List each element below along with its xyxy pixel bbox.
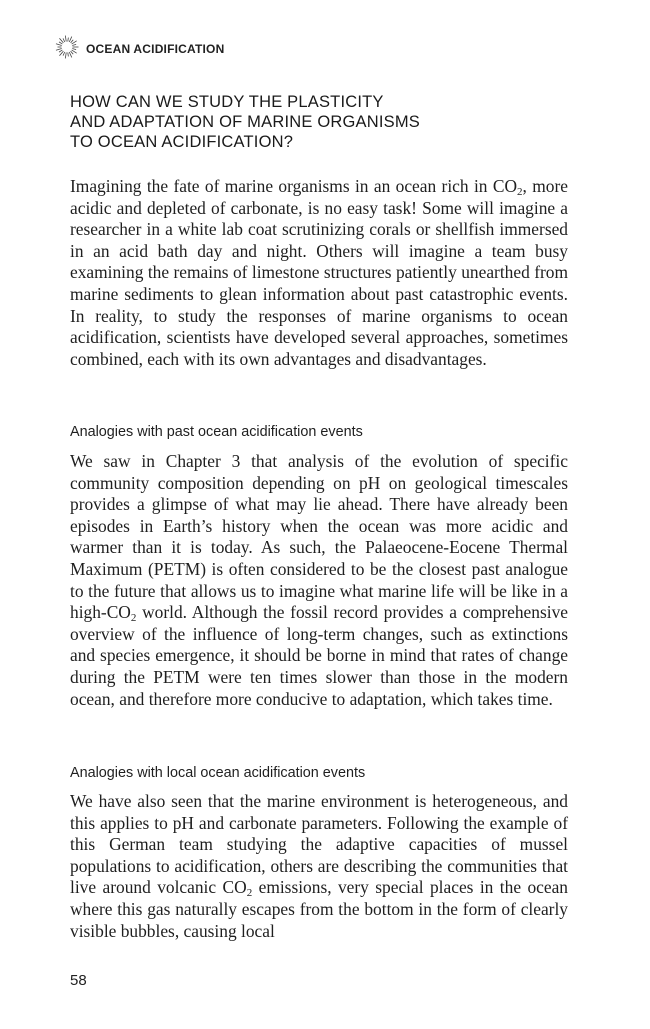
page-number: 58 bbox=[70, 972, 87, 989]
title-line-1: HOW CAN WE STUDY THE PLASTICITY bbox=[70, 93, 384, 111]
title-line-3: TO OCEAN ACIDIFICATION? bbox=[70, 133, 294, 151]
page-title bbox=[70, 92, 590, 152]
running-header bbox=[54, 36, 224, 62]
title-line-2: AND ADAPTATION OF MARINE ORGANISMS bbox=[70, 113, 420, 131]
sunburst-icon bbox=[54, 34, 86, 65]
paragraph-past-events: We saw in Chapter 3 that analysis of the evolution of specific community composition depending on pH on geological timescales provides a glimpse of what may lie ahead. There have already been episodes in Earth’s history when the ocean was more acidic and warmer than it is today. As such, the Palaeocene-Eocene Thermal Maximum (PETM) is often considered to be the closest past analogue to the future that allows us to imagine what marine life will be like in a high-$CO_2$ world. Although the fossil record provides a comprehensive overview of the influence of long-term changes, such as extinctions and species emergence, it should be borne in mind that rates of change during the PETM were ten times slower than those in the modern ocean, and therefore more conducive to adaptation, which takes time. bbox=[70, 451, 568, 709]
paragraph-intro: Imagining the fate of marine organisms in an ocean rich in $CO_2$, more acidic and depleted of carbonate, is no easy task! Some will imagine a researcher in a white lab coat scrutinizing corals or shellfish immersed in an acid bath day and night. Others will imagine a team busy examining the remains of limestone structures patiently unearthed from marine sediments to glean information about past catastrophic events. In reality, to study the responses of marine organisms to ocean acidification, scientists have developed several approaches, sometimes combined, each with its own advantages and disadvantages. bbox=[70, 176, 568, 369]
subheading-local-events: Analogies with local ocean acidification events bbox=[70, 765, 366, 781]
section-label: OCEAN ACIDIFICATION bbox=[86, 42, 225, 56]
subheading-past-events: Analogies with past ocean acidification events bbox=[70, 424, 363, 440]
paragraph-local-events: We have also seen that the marine environment is heterogeneous, and this applies to pH and carbonate parameters. Following the example of this German team studying the adaptive capacities of mussel populations to acidification, others are describing the communities that live around volcanic $CO_2$ emissions, very special places in the ocean where this gas naturally escapes from the bottom in the form of clearly visible bubbles, causing local bbox=[70, 791, 568, 941]
